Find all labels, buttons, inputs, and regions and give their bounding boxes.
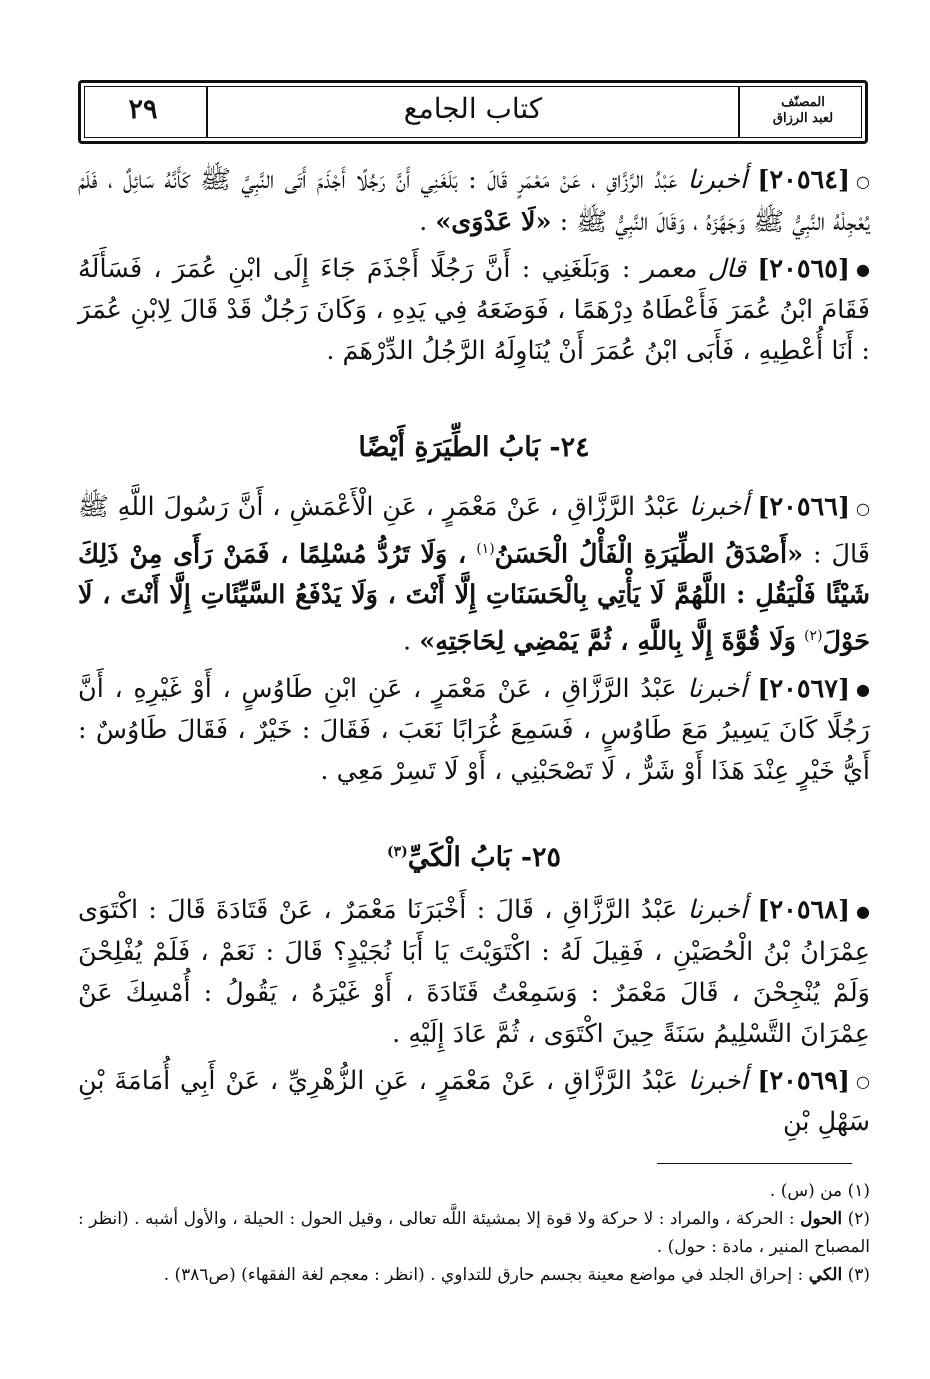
hadith-opener: أخبرنا (689, 492, 749, 522)
hadith-text: : وَبَلَغَنِي : أَنَّ رَجُلًا أَجْذَمَ جَاءَ إِلَى ابْنِ عُمَرَ ، فَسَأَلَهُ فَقَامَ ابْنُ عُمَرَ فَأَعْطَاهُ دِرْهَمًا ، فَوَضَعَهُ فِي يَدِهِ ، وَكَانَ رَجُلٌ قَدْ قَالَ لِابْنِ عُمَرَ : أَنَا أُعْطِيهِ ، فَأَبَى ابْنُ عُمَرَ أَنْ يُنَاوِلَهُ الرَّجُلُ الدِّرْهَمَ . (78, 253, 870, 366)
hadith-number: [٢٠٥٦٥] (757, 253, 850, 284)
footnote-ref-2[interactable]: (٢) (804, 628, 823, 644)
footnote-1 (78, 1177, 870, 1205)
hadith-quote-a: «أَصْدَقُ الطِّيَرَةِ الْفَأْلُ الْحَسَنُ (494, 539, 804, 569)
hadith-opener: أخبرنا (687, 165, 748, 195)
footnote-separator (657, 1163, 852, 1164)
footnote-3 (78, 1261, 870, 1289)
footnote-label: الكي (808, 1265, 843, 1285)
hadith-text: عَبْدُ الرَّزَّاقِ ، عَنْ مَعْمَرٍ ، عَنِ الْأَعْمَشِ ، أَنَّ رَسُولَ اللَّهِ ﷺ قَالَ : (78, 492, 870, 569)
hadith-opener: أخبرنا (687, 673, 747, 704)
hadith-20567 (78, 669, 870, 793)
footnote-text: : إحراق الجلد في مواضع معينة بجسم حارق للتداوي . (انظر : معجم لغة الفقهاء) (ص٣٨٦) . (163, 1265, 804, 1285)
header-divider-left (206, 86, 208, 138)
footnotes (78, 1177, 870, 1289)
hadith-20564 (78, 160, 870, 243)
header-divider-right (738, 86, 740, 138)
page-number-box (84, 86, 202, 138)
hadith-opener: قال معمر (641, 253, 747, 284)
hadith-marker: ○ (856, 1072, 870, 1091)
footnote-number: (٣) (847, 1265, 870, 1285)
hadith-text: عَبْدُ الرَّزَّاقِ ، عَنْ مَعْمَرٍ قَالَ : بَلَغَنِي أَنَّ رَجُلًا أَجْذَمَ أَتَى النَّبِيَّ ﷺ كَأَنَّهُ سَائِلٌ ، فَلَمْ يُعْجِلْهُ النَّبِيُّ ﷺ وَجَهَّزَهُ ، وَقَالَ النَّبِيُّ ﷺ : (78, 165, 870, 237)
hadith-text: عَبْدُ الرَّزَّاقِ ، عَنْ مَعْمَرٍ ، عَنِ الزُّهْرِيِّ ، عَنْ أَبِي أُمَامَةَ بْنِ سَهْلِ بْنِ (78, 1065, 870, 1137)
chapter-heading-25 (78, 842, 870, 873)
hadith-text: عَبْدُ الرَّزَّاقِ ، قَالَ : أَخْبَرَنَا مَعْمَرٌ ، عَنْ قَتَادَةَ قَالَ : اكْتَوَى عِمْرَانُ بْنُ الْحُصَيْنِ ، فَقِيلَ لَهُ : اكْتَوَيْتَ يَا أَبَا نُجَيْدٍ؟ قَالَ : نَعَمْ ، فَلَمْ يُفْلِحْنَ وَلَمْ يُنْجِحْنَ ، قَالَ مَعْمَرٌ : وَسَمِعْتُ قَتَادَةَ ، أَوْ غَيْرَهُ ، يَقُولُ : أُمْسِكَ عَنْ عِمْرَانَ التَّسْلِيمُ سَنَةً حِينَ اكْتَوَى ، ثُمَّ عَادَ إِلَيْهِ . (78, 895, 870, 1049)
hadith-20569 (78, 1061, 870, 1144)
hadith-marker: ○ (856, 498, 870, 518)
hadith-opener: أخبرنا (687, 895, 748, 925)
hadith-20568 (78, 890, 870, 1055)
hadith-number: [٢٠٥٦٩] (757, 1065, 850, 1096)
page-number: ٢٩ (128, 94, 158, 125)
text-block-1 (78, 160, 870, 372)
footnote-text: : الحركة ، والمراد : لا حركة ولا قوة إلا بمشيئة اللَّه تعالى ، وقيل الحول : الحيلة ، والأول أشبه . (انظر : المصباح المنير ، مادة : حول) . (78, 1209, 870, 1257)
logo-line-2: لعبد الرزاق (772, 111, 834, 126)
text-block-2 (78, 487, 870, 792)
logo-line-1: المصنّف (781, 95, 825, 110)
hadith-end: . (403, 626, 420, 657)
logo-text (752, 95, 854, 127)
footnote-number: (١) (847, 1181, 870, 1201)
hadith-marker: ● (856, 680, 870, 699)
page-header (78, 80, 868, 144)
hadith-marker: ● (856, 260, 870, 279)
hadith-number: [٢٠٥٦٨] (757, 895, 851, 925)
hadith-opener: أخبرنا (688, 1065, 748, 1096)
chapter-heading-24: ٢٤- بَابُ الطِّيَرَةِ أَيْضًا (358, 432, 590, 463)
footnote-ref-1[interactable]: (١) (476, 540, 495, 557)
footnote-text: من (س) . (769, 1181, 843, 1201)
hadith-marker: ● (856, 901, 870, 921)
text-block-3 (78, 890, 870, 1143)
hadith-number: [٢٠٥٦٧] (757, 673, 851, 704)
hadith-quote-b: ، وَلَا تَرُدُّ مُسْلِمًا ، فَمَنْ رَأَى مِنْ ذَلِكَ شَيْئًا فَلْيَقُلِ : اللَّهُمَّ لَا يَأْتِي بِالْحَسَنَاتِ إِلَّا أَنْتَ ، وَلَا يَدْفَعُ السَّيِّئَاتِ إِلَّا أَنْتَ ، لَا حَوْلَ (78, 539, 870, 657)
footnote-label: الحول (800, 1209, 843, 1229)
book-logo (744, 86, 862, 138)
hadith-number: [٢٠٥٦٤] (757, 165, 851, 195)
hadith-20565 (78, 249, 870, 373)
hadith-end: . (419, 206, 436, 237)
hadith-20566 (78, 487, 870, 663)
hadith-marker: ○ (856, 171, 870, 191)
footnote-ref-3[interactable]: (٣) (386, 844, 408, 860)
hadith-number: [٢٠٥٦٦] (757, 492, 851, 522)
book-title: كتاب الجامع (403, 92, 543, 125)
hadith-quote-c: وَلَا قُوَّةَ إِلَّا بِاللَّهِ ، ثُمَّ يَمْضِي لِحَاجَتِهِ» (419, 626, 796, 657)
footnote-2 (78, 1205, 870, 1261)
footnote-number: (٢) (847, 1209, 870, 1229)
hadith-text: عَبْدُ الرَّزَّاقِ ، عَنْ مَعْمَرٍ ، عَنِ ابْنِ طَاوُسٍ ، أَوْ غَيْرِهِ ، أَنَّ رَجُلًا كَانَ يَسِيرُ مَعَ طَاوُسٍ ، فَسَمِعَ غُرَابًا نَعَبَ ، فَقَالَ : خَيْرٌ ، فَقَالَ طَاوُسٌ : أَيُّ خَيْرٍ عِنْدَ هَذَا أَوْ شَرٌّ ، لَا تَصْحَبْنِي ، أَوْ لَا تَسِرْ مَعِي . (78, 673, 870, 786)
hadith-quote: «لَا عَدْوَى» (435, 206, 552, 237)
chapter-heading-25-text: ٢٥- بَابُ الْكَيِّ (407, 842, 562, 873)
